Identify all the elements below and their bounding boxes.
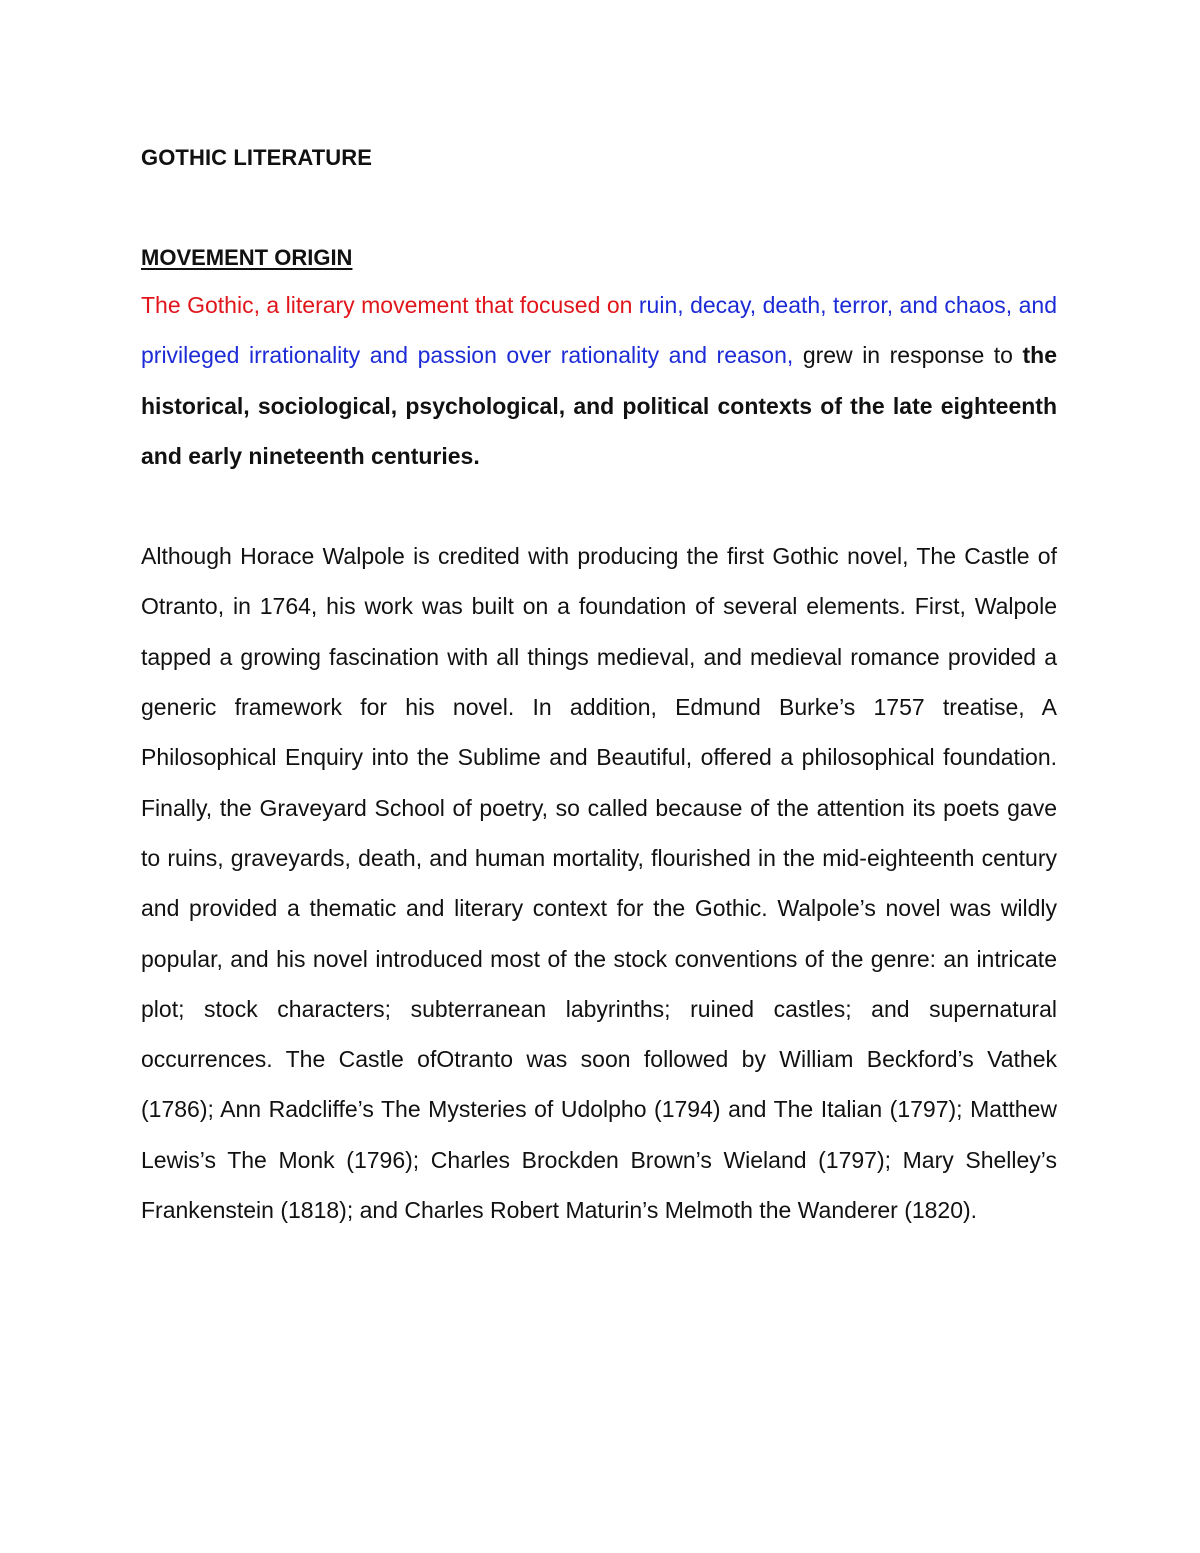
section-heading: MOVEMENT ORIGIN (141, 245, 353, 270)
plain-text: grew in response to (802, 342, 1013, 369)
document-title: GOTHIC LITERATURE (141, 145, 373, 170)
bold-text: the historical, sociological, psychological, and political contexts of the late eighteenth and early nineteenth centuries. (141, 342, 1057, 469)
blue-highlighted-text: ruin, decay, death, terror, and chaos, and privileged irrationality and passion over rationality and reason, (141, 292, 1057, 369)
document-page (141, 136, 1057, 1235)
red-highlighted-text: The Gothic, a literary movement that focused on (141, 292, 633, 318)
paragraph-walpole-history: Although Horace Walpole is credited with producing the first Gothic novel, The Castle of Otranto, in 1764, his work was built on a foundation of several elements. First, Walpole tapped a growing fascination with all things medieval, and medieval romance provided a generic framework for his novel. In addition, Edmund Burke’s 1757 treatise, A Philosophical Enquiry into the Sublime and Beautiful, offered a philosophical foundation. Finally, the Graveyard School of poetry, so called because of the attention its poets gave to ruins, graveyards, death, and human mortality, flourished in the mid-eighteenth century and provided a thematic and literary context for the Gothic. Walpole’s novel was wildly popular, and his novel introduced most of the stock conventions of the genre: an intricate plot; stock characters; subterranean labyrinths; ruined castles; and supernatural occurrences. The Castle ofOtranto was soon followed by William Beckford’s Vathek (1786); Ann Radcliffe’s The Mysteries of Udolpho (1794) and The Italian (1797); Matthew Lewis’s The Monk (1796); Charles Brockden Brown’s Wieland (1797); Mary Shelley’s Frankenstein (1818); and Charles Robert Maturin’s Melmoth the Wanderer (1820). (141, 543, 1057, 1224)
paragraph-movement-origin (141, 280, 1057, 481)
